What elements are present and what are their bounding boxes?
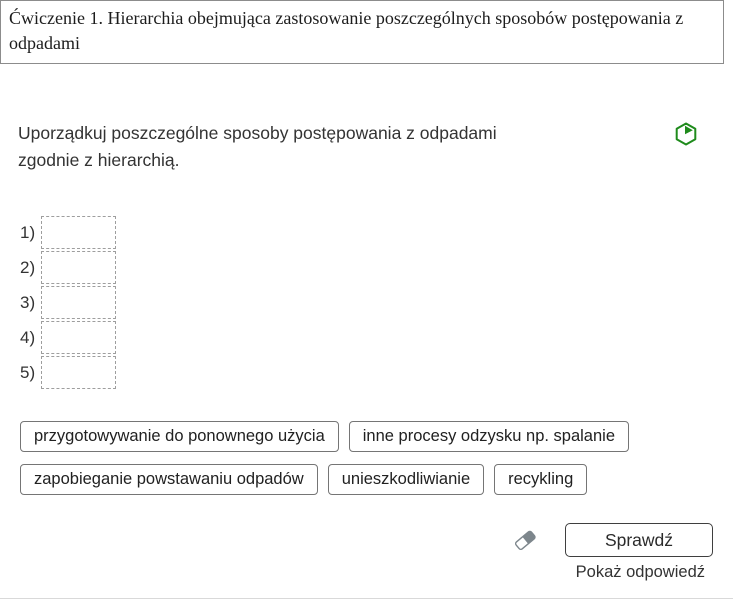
chip-recykling[interactable]: recykling	[494, 464, 587, 495]
slot-row	[20, 216, 733, 249]
slot-row	[20, 356, 733, 389]
drop-slot-4[interactable]	[41, 321, 116, 354]
slot-row	[20, 286, 733, 319]
slot-row	[20, 321, 733, 354]
chip-inne-procesy-odzysku[interactable]: inne procesy odzysku np. spalanie	[349, 421, 629, 452]
drop-slot-3[interactable]	[41, 286, 116, 319]
chip-zapobieganie-powstawaniu-odpadow[interactable]: zapobieganie powstawaniu odpadów	[20, 464, 318, 495]
drop-slot-5[interactable]	[41, 356, 116, 389]
slot-label-2: 2)	[20, 257, 36, 277]
drop-slot-2[interactable]	[41, 251, 116, 284]
instruction-row	[18, 120, 733, 174]
instruction-text: Uporządkuj poszczególne sposoby postępowania z odpadami zgodnie z hierarchią.	[18, 123, 497, 170]
slot-label-4: 4)	[20, 327, 36, 347]
slot-label-3: 3)	[20, 292, 36, 312]
chip-przygotowywanie-do-ponownego-uzycia[interactable]: przygotowywanie do ponownego użycia	[20, 421, 339, 452]
check-button[interactable]: Sprawdź	[565, 523, 713, 557]
slot-row	[20, 251, 733, 284]
eraser-icon[interactable]	[511, 526, 539, 554]
exercise-title-box	[0, 0, 724, 64]
chip-unieszkodliwianie[interactable]: unieszkodliwianie	[328, 464, 484, 495]
slot-label-5: 5)	[20, 362, 36, 382]
chip-row-2	[20, 464, 733, 495]
slot-label-1: 1)	[20, 222, 36, 242]
zpe-hexagon-icon	[675, 122, 697, 146]
controls-row	[0, 523, 713, 557]
drop-slot-1[interactable]	[41, 216, 116, 249]
drop-slots	[20, 216, 733, 389]
show-answer-row	[0, 563, 705, 582]
show-answer-link[interactable]: Pokaż odpowiedź	[575, 563, 705, 581]
answer-chips	[20, 421, 733, 495]
exercise-title: Ćwiczenie 1. Hierarchia obejmująca zastosowanie poszczególnych sposobów postępowania z odpadami	[9, 8, 684, 53]
chip-row-1	[20, 421, 733, 452]
bottom-divider	[0, 598, 733, 599]
